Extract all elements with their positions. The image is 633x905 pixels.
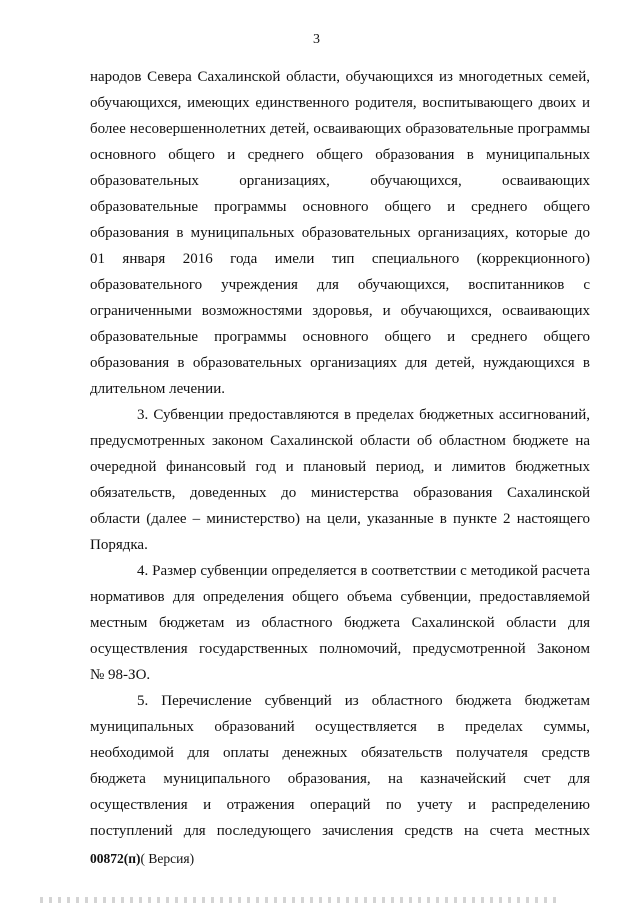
text-line: народов Севера Сахалинской области, обучающихся из многодетных семей, <box>90 69 590 85</box>
text-line: обучающихся, имеющих единственного родителя, воспитывающего двоих и <box>90 95 590 111</box>
text-line: предусмотренных законом Сахалинской области об областном бюджете на <box>90 433 590 449</box>
text-line: основного общего и среднего общего образования в муниципальных <box>90 147 590 163</box>
document-code: 00872(п) <box>90 851 141 866</box>
document-version: ( Версия) <box>140 851 195 866</box>
text-line: ограниченными возможностями здоровья, и обучающихся, осваивающих <box>90 303 590 319</box>
text-line: очередной финансовый год и плановый период, и лимитов бюджетных <box>90 459 590 475</box>
text-line: образовательных организациях, обучающихся, осваивающих <box>90 173 590 189</box>
paragraph-item-4 <box>90 558 590 688</box>
text-line: 4. Размер субвенции определяется в соответствии с методикой расчета <box>137 563 590 579</box>
scan-edge-artifact <box>40 897 560 903</box>
text-line: области (далее – министерство) на цели, указанные в пункте 2 настоящего <box>90 511 590 527</box>
text-line: бюджета муниципального образования, на казначейский счет для <box>90 771 590 787</box>
paragraph-continuation <box>90 64 590 402</box>
text-line: нормативов для определения общего объема субвенции, предоставляемой <box>90 589 590 605</box>
text-line: более несовершеннолетних детей, осваивающих образовательные программы <box>90 121 590 137</box>
text-line: № 98-ЗО. <box>90 667 151 683</box>
document-body <box>90 64 590 844</box>
paragraph-item-3 <box>90 402 590 558</box>
text-line: длительном лечении. <box>90 381 225 397</box>
text-line: 5. Перечисление субвенций из областного бюджета бюджетам <box>137 693 590 709</box>
text-line: образовательного учреждения для обучающихся, воспитанников с <box>90 277 590 293</box>
document-footer <box>90 851 194 867</box>
text-line: образовательные программы основного общего и среднего общего <box>90 329 590 345</box>
text-line: 3. Субвенции предоставляются в пределах бюджетных ассигнований, <box>137 407 590 423</box>
text-line: обязательств, доведенных до министерства образования Сахалинской <box>90 485 590 501</box>
text-line: 01 января 2016 года имели тип специального (коррекционного) <box>90 251 590 267</box>
text-line: осуществления государственных полномочий, предусмотренной Законом <box>90 641 590 657</box>
text-line: муниципальных образований осуществляется в пределах суммы, <box>90 719 590 735</box>
text-line: образовательные программы основного общего и среднего общего <box>90 199 590 215</box>
text-line: осуществления и отражения операций по учету и распределению <box>90 797 590 813</box>
text-line: поступлений для последующего зачисления средств на счета местных <box>90 823 590 839</box>
page-number: 3 <box>313 32 320 47</box>
text-line: необходимой для оплаты денежных обязательств получателя средств <box>90 745 590 761</box>
text-line: образования в образовательных организациях для детей, нуждающихся в <box>90 355 590 371</box>
text-line: Порядка. <box>90 537 148 553</box>
paragraph-item-5 <box>90 688 590 844</box>
text-line: образования в муниципальных образовательных организациях, которые до <box>90 225 590 241</box>
text-line: местным бюджетам из областного бюджета Сахалинской области для <box>90 615 590 631</box>
